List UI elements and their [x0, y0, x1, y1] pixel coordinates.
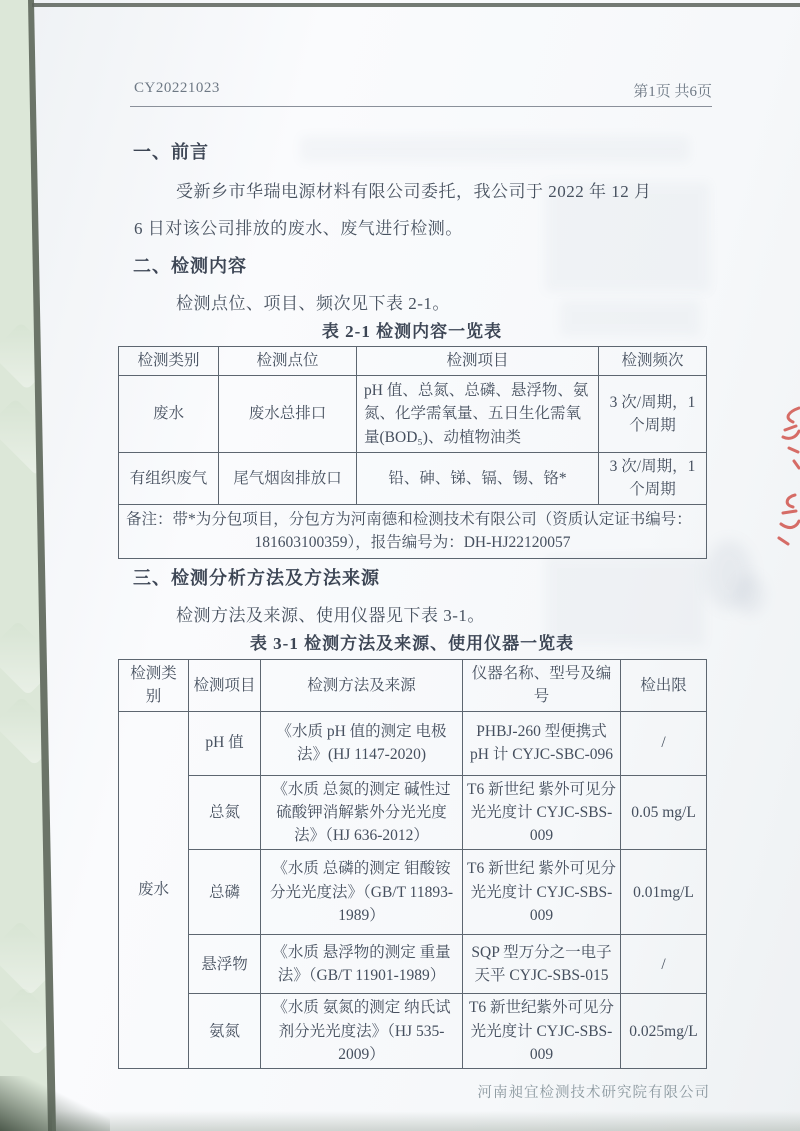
table-row [119, 935, 707, 994]
cell-category: 废水 [119, 711, 189, 1069]
section-heading-preface: 一、前言 [133, 142, 209, 162]
cell-instrument: PHBJ-260 型便携式 pH 计 CYJC-SBC-096 [463, 711, 621, 775]
cell-point: 尾气烟囱排放口 [219, 453, 357, 505]
table-row [119, 850, 707, 935]
cell-point: 废水总排口 [219, 376, 357, 453]
column-header: 检测项目 [357, 347, 599, 376]
table-row [119, 453, 707, 505]
table-row [119, 711, 707, 775]
cell-items: pH 值、总氮、总磷、悬浮物、氨氮、化学需氧量、五日生化需氧量(BOD₅)、动植物油类 [357, 376, 599, 453]
cell-items: 铅、砷、锑、镉、锡、铬* [357, 453, 599, 505]
cell-limit: / [621, 935, 707, 994]
table-3-1-title: 表 3-1 检测方法及来源、使用仪器一览表 [249, 634, 575, 653]
page-indicator: 第1页 共6页 [633, 84, 712, 100]
remark-line2: 181603100359），报告编号为：DH-HJ22120057 [254, 534, 571, 551]
column-header: 检出限 [621, 660, 707, 712]
column-header: 检测频次 [599, 347, 707, 376]
section-heading-content: 二、检测内容 [133, 256, 247, 276]
cell-limit: 0.01mg/L [621, 850, 707, 935]
cell-method: 《水质 总磷的测定 钼酸铵分光光度法》（GB/T 11893-1989） [261, 850, 463, 935]
cell-limit: 0.05 mg/L [621, 775, 707, 850]
cell-method: 《水质 悬浮物的测定 重量法》（GB/T 11901-1989） [261, 935, 463, 994]
table-3-1 [118, 659, 707, 1069]
column-header: 检测方法及来源 [261, 660, 463, 712]
table-row [119, 660, 707, 712]
column-header: 检测类别 [119, 347, 219, 376]
scan-bottom-shadow [52, 1111, 800, 1131]
cell-limit: 0.025mg/L [621, 994, 707, 1069]
cell-category: 废水 [119, 376, 219, 453]
preface-paragraph-line2: 6 日对该公司排放的废水、废气进行检测。 [134, 219, 463, 238]
column-header: 检测类别 [119, 660, 189, 712]
cell-item: 总氮 [189, 775, 261, 850]
cell-category: 有组织废气 [119, 453, 219, 505]
content-intro: 检测点位、项目、频次见下表 2-1。 [176, 294, 450, 313]
cell-limit: / [621, 711, 707, 775]
table-row [119, 376, 707, 453]
cell-method: 《水质 氨氮的测定 纳氏试剂分光光度法》（HJ 535-2009） [261, 994, 463, 1069]
cell-instrument: T6 新世纪 紫外可见分光光度计 CYJC-SBS-009 [463, 775, 621, 850]
section-heading-method: 三、检测分析方法及方法来源 [133, 568, 380, 588]
table-row [119, 994, 707, 1069]
cell-item: 氨氮 [189, 994, 261, 1069]
preface-paragraph-line1: 受新乡市华瑞电源材料有限公司委托，我公司于 2022 年 12 月 [176, 182, 652, 201]
scan-corner-shadow [0, 1076, 110, 1131]
column-header: 检测点位 [219, 347, 357, 376]
table-2-1-title: 表 2-1 检测内容一览表 [321, 322, 503, 341]
column-header: 检测项目 [189, 660, 261, 712]
cell-instrument: T6 新世纪紫外可见分光光度计 CYJC-SBS-009 [463, 994, 621, 1069]
table-2-1 [118, 346, 707, 559]
cell-remark [119, 504, 707, 558]
table-row [119, 775, 707, 850]
cell-frequency: 3 次/周期，1 个周期 [599, 376, 707, 453]
cell-instrument: T6 新世纪 紫外可见分光光度计 CYJC-SBS-009 [463, 850, 621, 935]
cell-item: 总磷 [189, 850, 261, 935]
cell-instrument: SQP 型万分之一电子天平 CYJC-SBS-015 [463, 935, 621, 994]
method-intro: 检测方法及来源、使用仪器见下表 3-1。 [176, 606, 485, 625]
remark-line1: 备注：带*为分包项目，分包方为河南德和检测技术有限公司（资质认定证书编号： [126, 510, 692, 528]
column-header: 仪器名称、型号及编号 [463, 660, 621, 712]
cell-frequency: 3 次/周期，1 个周期 [599, 453, 707, 505]
cell-method: 《水质 总氮的测定 碱性过硫酸钾消解紫外分光光度法》（HJ 636-2012） [261, 775, 463, 850]
header-rule [130, 106, 712, 107]
report-number: CY20221023 [134, 80, 220, 96]
table-row [119, 347, 707, 376]
cell-method: 《水质 pH 值的测定 电极法》(HJ 1147-2020) [261, 711, 463, 775]
footer-company: 河南昶宜检测技术研究院有限公司 [477, 1085, 710, 1101]
cell-item: 悬浮物 [189, 935, 261, 994]
cell-item: pH 值 [189, 711, 261, 775]
table-row [119, 504, 707, 558]
